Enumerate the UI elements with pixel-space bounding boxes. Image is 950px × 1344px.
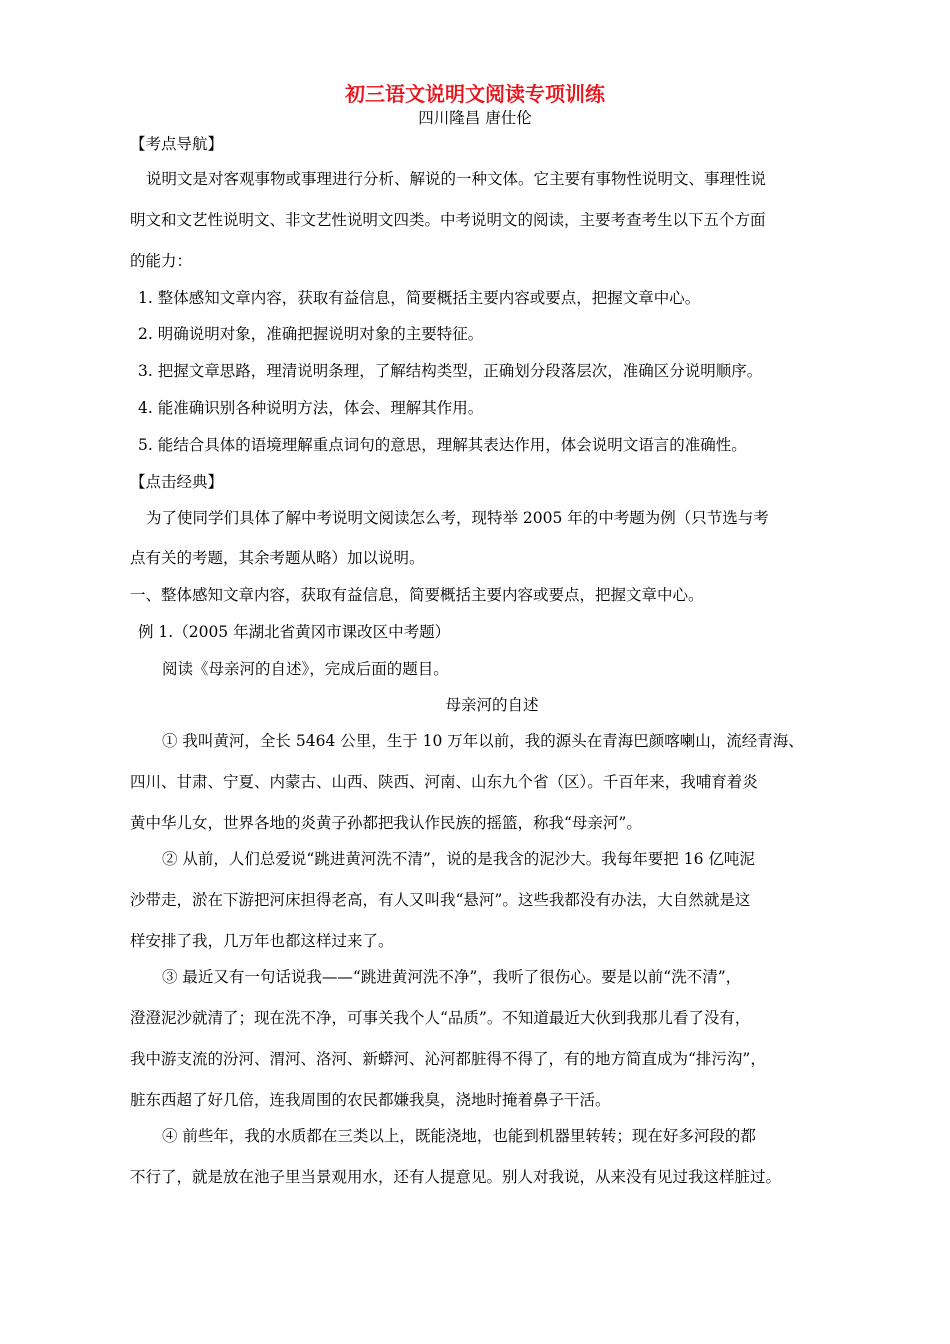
document-author: 四川隆昌 唐仕伦 bbox=[418, 109, 532, 127]
ability-item: 5. 能结合具体的语境理解重点词句的意思，理解其表达作用，体会说明文语言的准确性。 bbox=[138, 436, 747, 454]
classic-line: 点有关的考题，其余考题从略）加以说明。 bbox=[130, 549, 425, 567]
section-heading-classic: 【点击经典】 bbox=[130, 473, 224, 491]
document-title: 初三语文说明文阅读专项训练 bbox=[345, 82, 605, 106]
ability-item: 2. 明确说明对象，准确把握说明对象的主要特征。 bbox=[138, 325, 484, 343]
passage-line: 样安排了我，几万年也都这样过来了。 bbox=[130, 932, 394, 950]
reading-instruction: 阅读《母亲河的自述》，完成后面的题目。 bbox=[162, 660, 449, 678]
passage-line: 沙带走，淤在下游把河床担得老高，有人又叫我“悬河”。这些我都没有办法，大自然就是这 bbox=[130, 891, 751, 909]
example-label: 例 1.（2005 年湖北省黄冈市课改区中考题） bbox=[138, 623, 451, 641]
passage-title: 母亲河的自述 bbox=[445, 696, 539, 714]
passage-line: ④ 前些年，我的水质都在三类以上，既能浇地，也能到机器里转转；现在好多河段的都 bbox=[162, 1127, 756, 1145]
passage-line: ① 我叫黄河，全长 5464 公里，生于 10 万年以前，我的源头在青海巴颜喀喇山，流经青海、 bbox=[162, 732, 804, 750]
part-heading: 一、整体感知文章内容，获取有益信息，简要概括主要内容或要点，把握文章中心。 bbox=[130, 586, 704, 604]
intro-line: 说明文是对客观事物或事理进行分析、解说的一种文体。它主要有事物性说明文、事理性说 bbox=[146, 170, 767, 188]
passage-line: 澄澄泥沙就清了；现在洗不净，可事关我个人“品质”。不知道最近大伙到我那儿看了没有， bbox=[130, 1009, 751, 1027]
classic-line: 为了使同学们具体了解中考说明文阅读怎么考，现特举 2005 年的中考题为例（只节选与考 bbox=[146, 509, 769, 527]
passage-line: ③ 最近又有一句话说我——“跳进黄河洗不净”，我听了很伤心。要是以前“洗不清”， bbox=[162, 968, 742, 986]
ability-item: 3. 把握文章思路，理清说明条理，了解结构类型，正确划分段落层次，准确区分说明顺序。 bbox=[138, 362, 763, 380]
intro-line: 明文和文艺性说明文、非文艺性说明文四类。中考说明文的阅读，主要考查考生以下五个方面 bbox=[130, 211, 766, 229]
ability-item: 4. 能准确识别各种说明方法，体会、理解其作用。 bbox=[138, 399, 484, 417]
passage-line: ② 从前，人们总爱说“跳进黄河洗不清”，说的是我含的泥沙大。我每年要把 16 亿吨泥 bbox=[162, 850, 755, 868]
passage-line: 不行了，就是放在池子里当景观用水，还有人提意见。别人对我说，从来没有见过我这样脏过。 bbox=[130, 1168, 782, 1186]
passage-line: 脏东西超了好几倍，连我周围的农民都嫌我臭，浇地时掩着鼻子干活。 bbox=[130, 1091, 611, 1109]
passage-line: 四川、甘肃、宁夏、内蒙古、山西、陕西、河南、山东九个省（区）。千百年来，我哺育着炎 bbox=[130, 773, 758, 791]
ability-item: 1. 整体感知文章内容，获取有益信息，简要概括主要内容或要点，把握文章中心。 bbox=[138, 289, 701, 307]
passage-line: 我中游支流的汾河、渭河、洛河、新蟒河、沁河都脏得不得了，有的地方简直成为“排污沟”， bbox=[130, 1050, 766, 1068]
passage-line: 黄中华儿女，世界各地的炎黄子孙都把我认作民族的摇篮，称我“母亲河”。 bbox=[130, 814, 642, 832]
intro-line: 的能力： bbox=[130, 252, 193, 270]
section-heading-exam-points: 【考点导航】 bbox=[130, 135, 224, 153]
